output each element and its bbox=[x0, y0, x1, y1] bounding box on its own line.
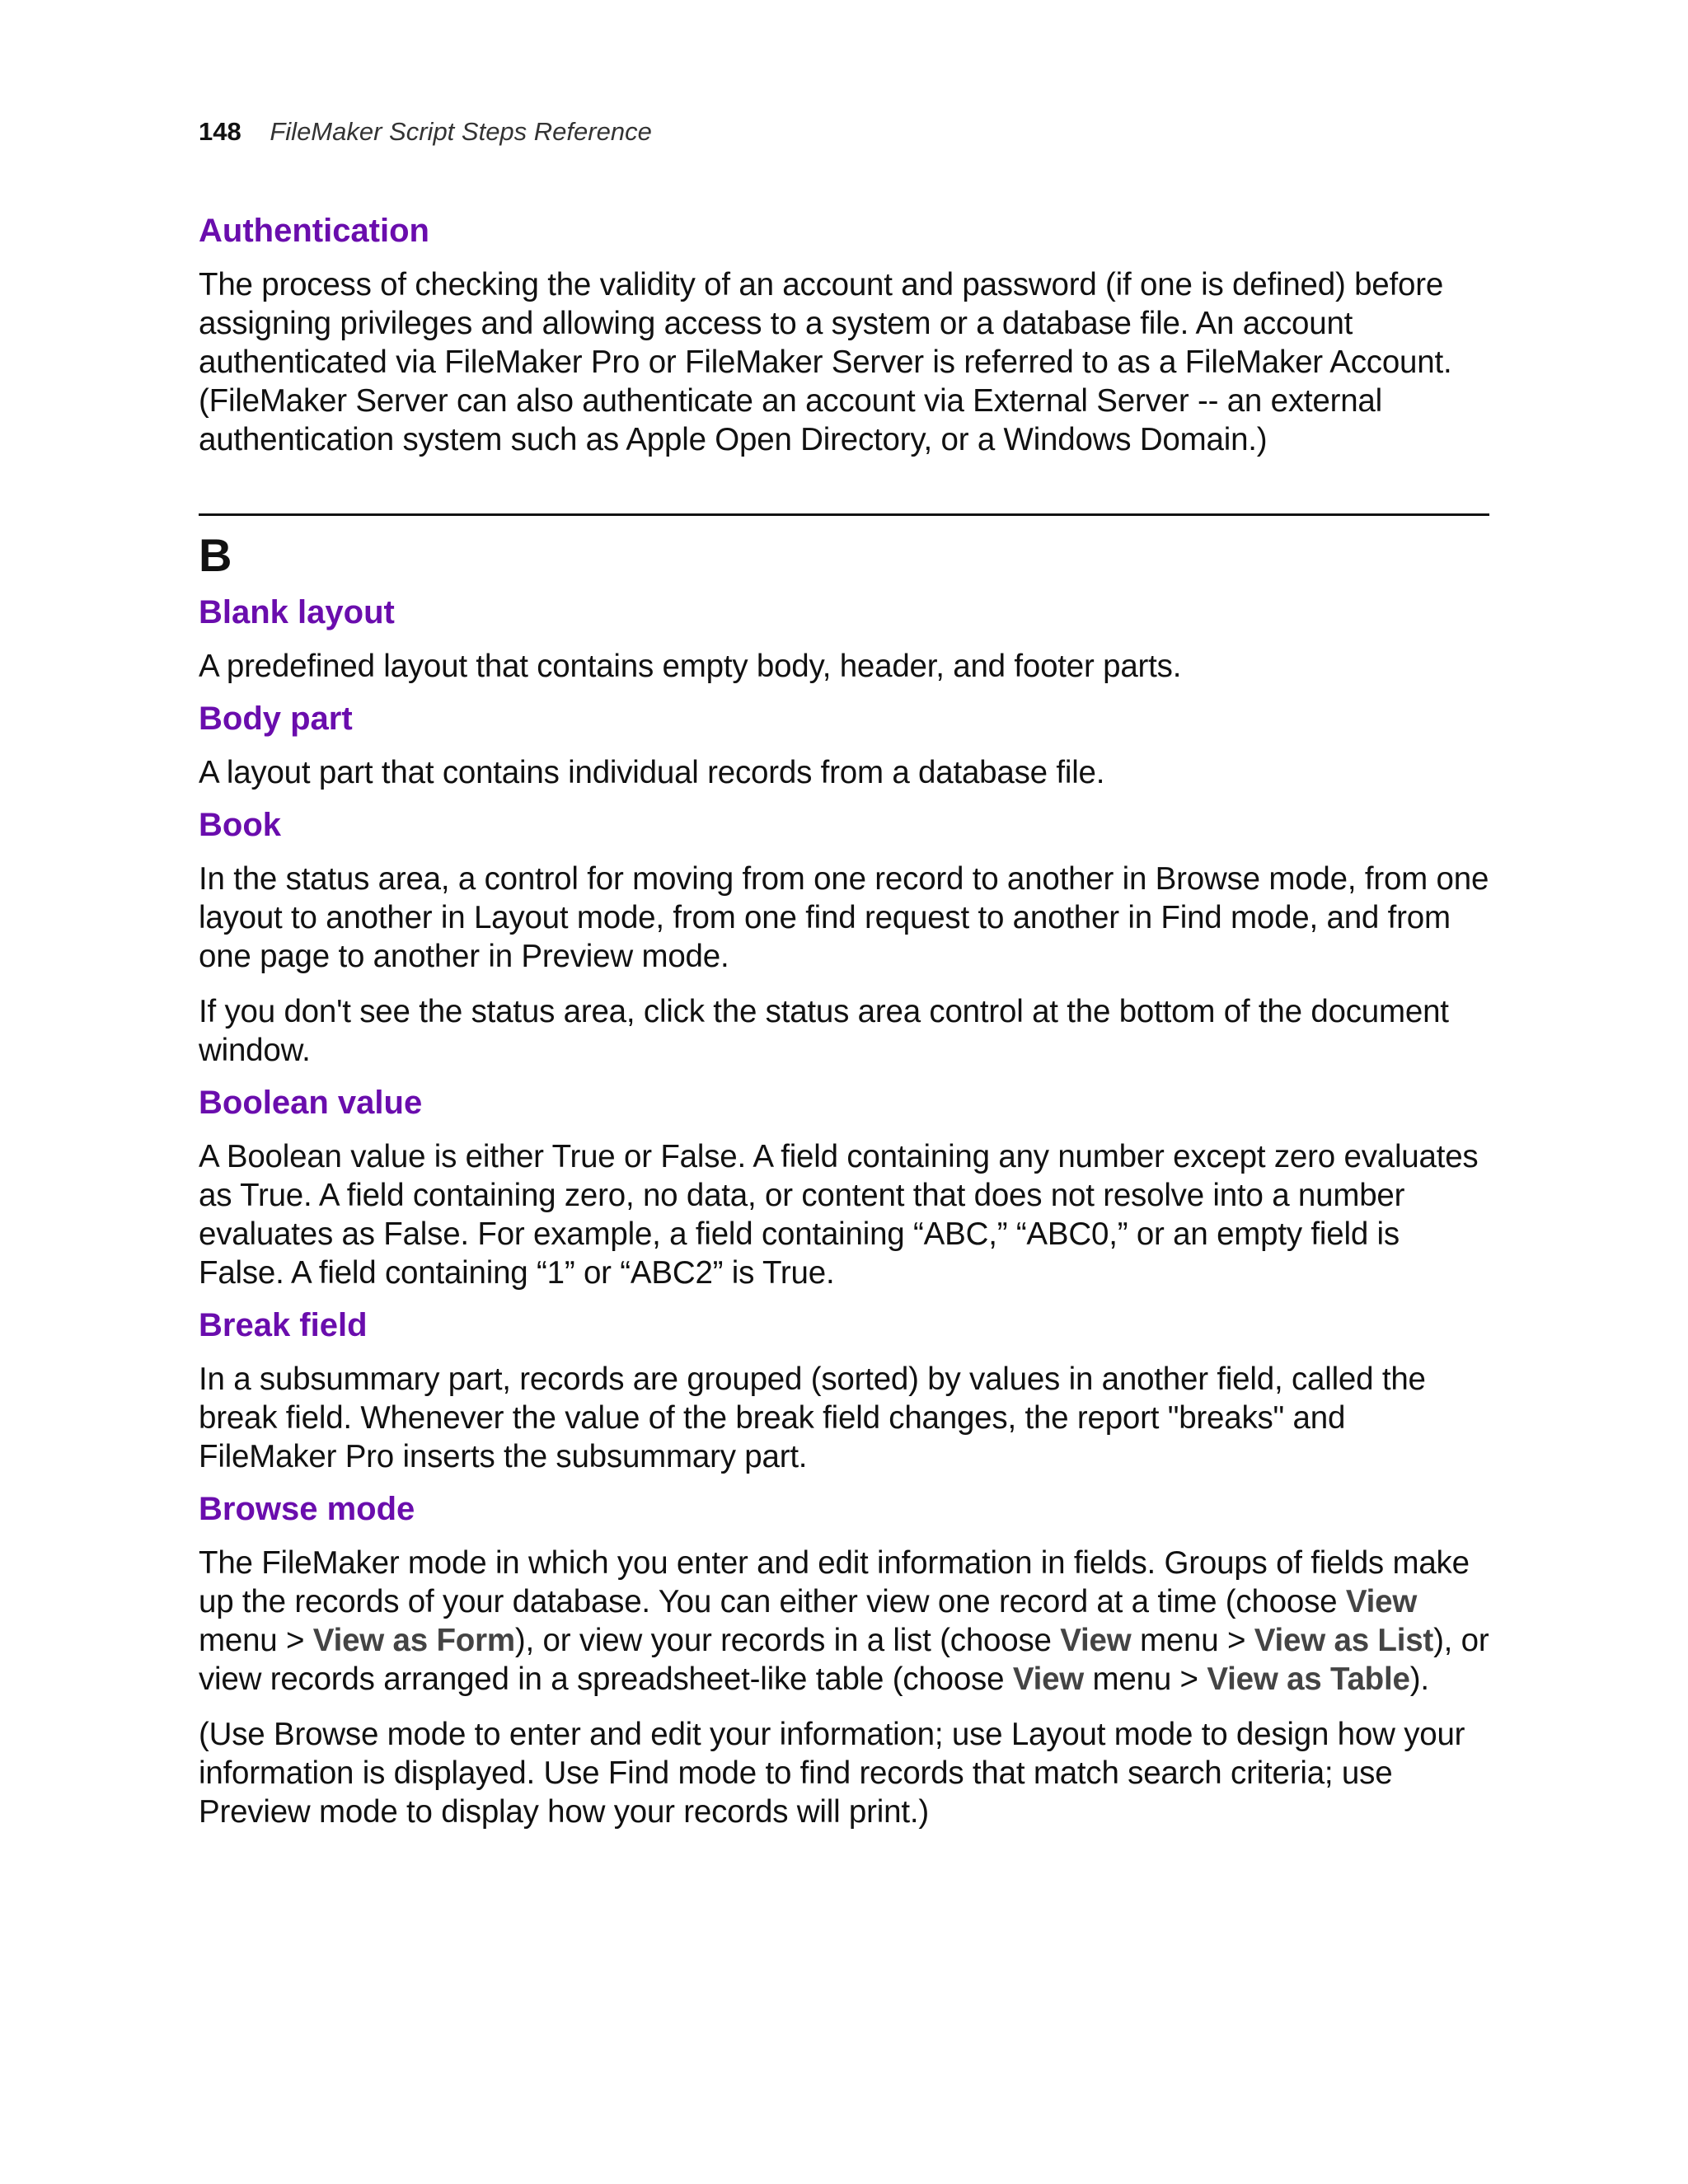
entry-blank-layout bbox=[199, 592, 1489, 686]
menu-command-reference: View as Table bbox=[1207, 1661, 1410, 1697]
term-heading: Browse mode bbox=[199, 1491, 415, 1527]
definition-text: menu > bbox=[1084, 1661, 1207, 1697]
section-divider bbox=[199, 513, 1489, 516]
term-definition: A layout part that contains individual records from a database file. bbox=[199, 755, 1105, 790]
term-definition-note: (Use Browse mode to enter and edit your information; use Layout mode to design how your information is displayed. Use Find mode to find records that match search criteria; use Preview mode to display how your records will print.) bbox=[199, 1717, 1465, 1830]
menu-command-reference: View as Form bbox=[312, 1623, 515, 1658]
definition-text: ). bbox=[1409, 1661, 1429, 1697]
book-title: FileMaker Script Steps Reference bbox=[270, 117, 652, 146]
term-heading: Blank layout bbox=[199, 594, 395, 630]
definition-text: The FileMaker mode in which you enter and edit information in fields. Groups of fields make up the records of your database. You can either view one record at a time (choose bbox=[199, 1545, 1470, 1619]
term-heading: Book bbox=[199, 807, 281, 843]
page-number: 148 bbox=[199, 117, 241, 146]
term-heading: Body part bbox=[199, 701, 353, 737]
entry-browse-mode bbox=[199, 1488, 1489, 1831]
section-letter: B bbox=[199, 529, 232, 581]
term-heading: Authentication bbox=[199, 213, 429, 249]
entry-body-part bbox=[199, 698, 1489, 792]
menu-reference: View bbox=[1012, 1661, 1085, 1697]
term-definition: In a subsummary part, records are grouped (sorted) by values in another field, called the break field. Whenever the value of the break field changes, the report "breaks" and FileMaker Pro inserts the subsummary part. bbox=[199, 1361, 1426, 1474]
entry-book bbox=[199, 804, 1489, 1070]
entry-authentication bbox=[199, 210, 1489, 459]
term-definition: A predefined layout that contains empty body, header, and footer parts. bbox=[199, 649, 1182, 684]
definition-text: menu > bbox=[1131, 1623, 1254, 1658]
term-heading: Boolean value bbox=[199, 1085, 423, 1121]
term-definition-note: If you don't see the status area, click the status area control at the bottom of the document window. bbox=[199, 994, 1449, 1068]
definition-text: ), or view your records in a list (choose bbox=[514, 1623, 1061, 1658]
glossary-content bbox=[199, 210, 1489, 1844]
entry-boolean-value bbox=[199, 1082, 1489, 1292]
term-heading: Break field bbox=[199, 1307, 368, 1343]
running-header bbox=[199, 115, 652, 148]
menu-reference: View bbox=[1060, 1623, 1132, 1658]
definition-text: ), or view records arranged in a spreadsheet-like table (choose bbox=[199, 1623, 1489, 1697]
definition-text: menu > bbox=[199, 1623, 313, 1658]
entry-break-field bbox=[199, 1305, 1489, 1476]
menu-reference: View bbox=[1345, 1584, 1418, 1619]
menu-command-reference: View as List bbox=[1254, 1623, 1434, 1658]
term-definition: The process of checking the validity of an account and password (if one is defined) before assigning privileges and allowing access to a system or a database file. An account authenticated via FileMaker Pro or FileMaker Server is referred to as a FileMaker Account. (FileMaker Server can also authenticate an account via External Server -- an external authentication system such as Apple Open Directory, or a Windows Domain.) bbox=[199, 267, 1452, 457]
term-definition bbox=[199, 1544, 1489, 1699]
term-definition: In the status area, a control for moving from one record to another in Browse mode, from one layout to another in Layout mode, from one find request to another in Find mode, and from one page to another in Preview mode. bbox=[199, 861, 1489, 974]
term-definition: A Boolean value is either True or False. A field containing any number except zero evaluates as True. A field containing zero, no data, or content that does not resolve into a number evaluates as False. For example, a field containing “ABC,” “ABC0,” or an empty field is False. A field containing “1” or “ABC2” is True. bbox=[199, 1139, 1479, 1291]
